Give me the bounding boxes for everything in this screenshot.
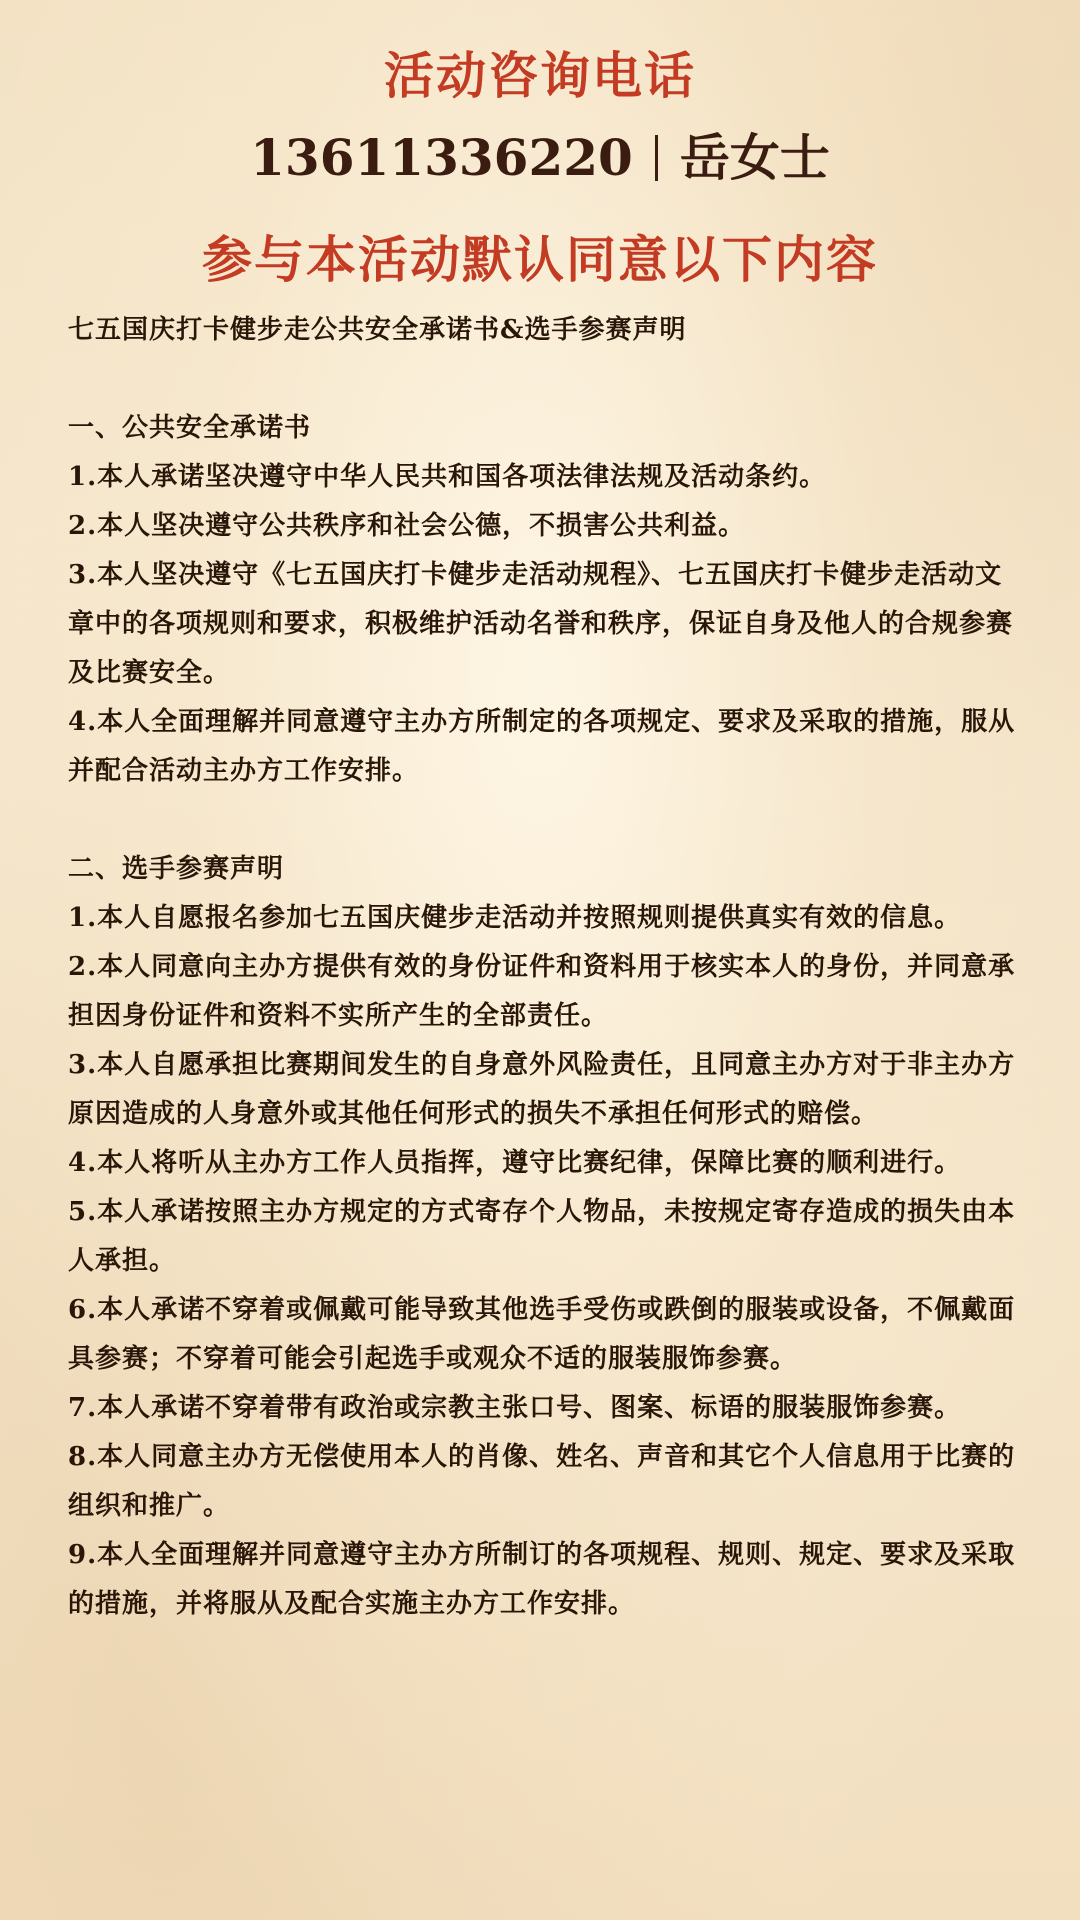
contact-name: 岳女士 (679, 128, 830, 187)
section1-item-4: 4.本人全面理解并同意遵守主办方所制定的各项规定、要求及采取的措施，服从并配合活动主办方工作安排。 (68, 707, 1016, 786)
contact-title: 活动咨询电话 (384, 46, 696, 105)
section1-item-2: 2.本人坚决遵守公共秩序和社会公德，不损害公共利益。 (68, 511, 746, 541)
section2-item-3: 3.本人自愿承担比赛期间发生的自身意外风险责任，且同意主办方对于非主办方原因造成的人身意外或其他任何形式的损失不承担任何形式的赔偿。 (68, 1050, 1016, 1129)
document-title: 七五国庆打卡健步走公共安全承诺书&选手参赛声明 (68, 315, 687, 345)
section2-item-1: 1.本人自愿报名参加七五国庆健步走活动并按照规则提供真实有效的信息。 (68, 903, 962, 933)
section1-heading: 一、公共安全承诺书 (68, 413, 312, 443)
contact-separator (655, 135, 658, 181)
section2-item-8: 8.本人同意主办方无偿使用本人的肖像、姓名、声音和其它个人信息用于比赛的组织和推广。 (68, 1442, 1016, 1521)
agreement-body (68, 306, 1018, 1629)
section2-item-6: 6.本人承诺不穿着或佩戴可能导致其他选手受伤或跌倒的服装或设备，不佩戴面具参赛；不穿着可能会引起选手或观众不适的服装服饰参赛。 (68, 1295, 1016, 1374)
paragraph-gap (68, 355, 1018, 404)
section2-item-7: 7.本人承诺不穿着带有政治或宗教主张口号、图案、标语的服装服饰参赛。 (68, 1393, 962, 1423)
section2-heading: 二、选手参赛声明 (68, 854, 285, 884)
paragraph-gap (68, 796, 1018, 845)
agreement-title: 参与本活动默认同意以下内容 (202, 230, 878, 289)
section2-item-2: 2.本人同意向主办方提供有效的身份证件和资料用于核实本人的身份，并同意承担因身份证件和资料不实所产生的全部责任。 (68, 952, 1016, 1031)
contact-phone: 13611336220 (250, 128, 633, 187)
section2-item-4: 4.本人将听从主办方工作人员指挥，遵守比赛纪律，保障比赛的顺利进行。 (68, 1148, 962, 1178)
contact-line (0, 124, 1080, 192)
section2-item-5: 5.本人承诺按照主办方规定的方式寄存个人物品，未按规定寄存造成的损失由本人承担。 (68, 1197, 1016, 1276)
section2-item-9: 9.本人全面理解并同意遵守主办方所制订的各项规程、规则、规定、要求及采取的措施，并将服从及配合实施主办方工作安排。 (68, 1540, 1016, 1619)
section1-item-3: 3.本人坚决遵守《七五国庆打卡健步走活动规程》、七五国庆打卡健步走活动文章中的各项规则和要求，积极维护活动名誉和秩序，保证自身及他人的合规参赛及比赛安全。 (68, 560, 1014, 688)
section1-item-1: 1.本人承诺坚决遵守中华人民共和国各项法律法规及活动条约。 (68, 462, 827, 492)
